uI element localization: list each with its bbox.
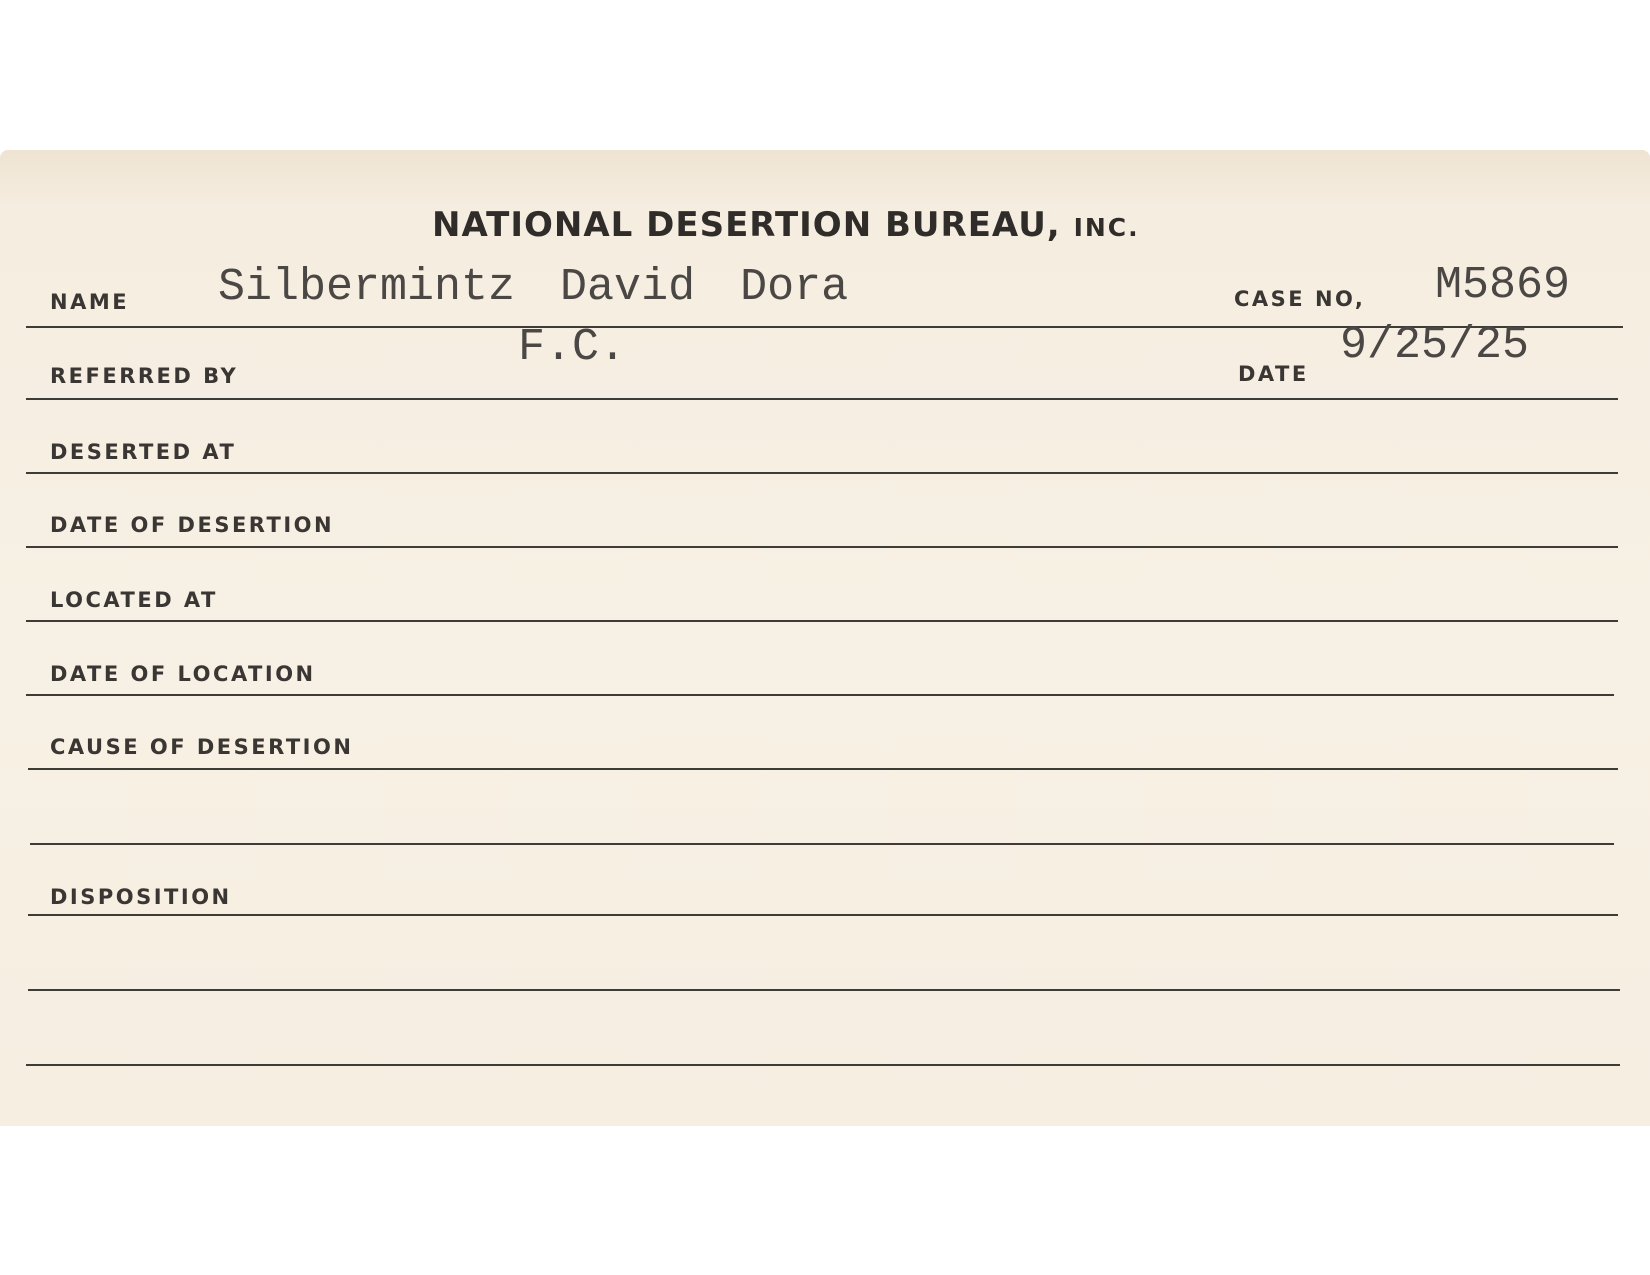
cause-continuation-rule	[30, 843, 1614, 845]
disposition-continuation-rule-1	[28, 989, 1620, 991]
card-title	[432, 205, 1140, 245]
date-of-desertion-rule	[26, 546, 1618, 548]
name-label: NAME	[50, 290, 130, 314]
date-of-location-label: DATE OF LOCATION	[50, 662, 316, 686]
disposition-continuation-rule-2	[26, 1064, 1620, 1066]
located-at-rule	[26, 620, 1618, 622]
case-no-label: CASE NO,	[1234, 287, 1366, 311]
deserted-at-rule	[26, 472, 1618, 474]
date-of-location-rule	[26, 694, 1614, 696]
referred-by-value: F.C.	[518, 322, 627, 373]
deserted-at-label: DESERTED AT	[50, 440, 237, 464]
date-value: 9/25/25	[1340, 320, 1530, 371]
bureau-name: NATIONAL DESERTION BUREAU,	[432, 205, 1061, 245]
cause-of-desertion-label: CAUSE OF DESERTION	[50, 735, 354, 759]
date-label: DATE	[1238, 362, 1309, 386]
referred-by-label: REFERRED BY	[50, 364, 239, 388]
located-at-label: LOCATED AT	[50, 588, 218, 612]
cause-of-desertion-rule	[28, 768, 1618, 770]
case-no-value: M5869	[1435, 260, 1571, 311]
referred-by-rule	[26, 398, 1618, 400]
disposition-label: DISPOSITION	[50, 885, 232, 909]
date-of-desertion-label: DATE OF DESERTION	[50, 513, 335, 537]
bureau-suffix: INC.	[1073, 213, 1140, 242]
name-value: Silbermintz David Dora	[218, 262, 849, 313]
disposition-rule	[28, 914, 1618, 916]
